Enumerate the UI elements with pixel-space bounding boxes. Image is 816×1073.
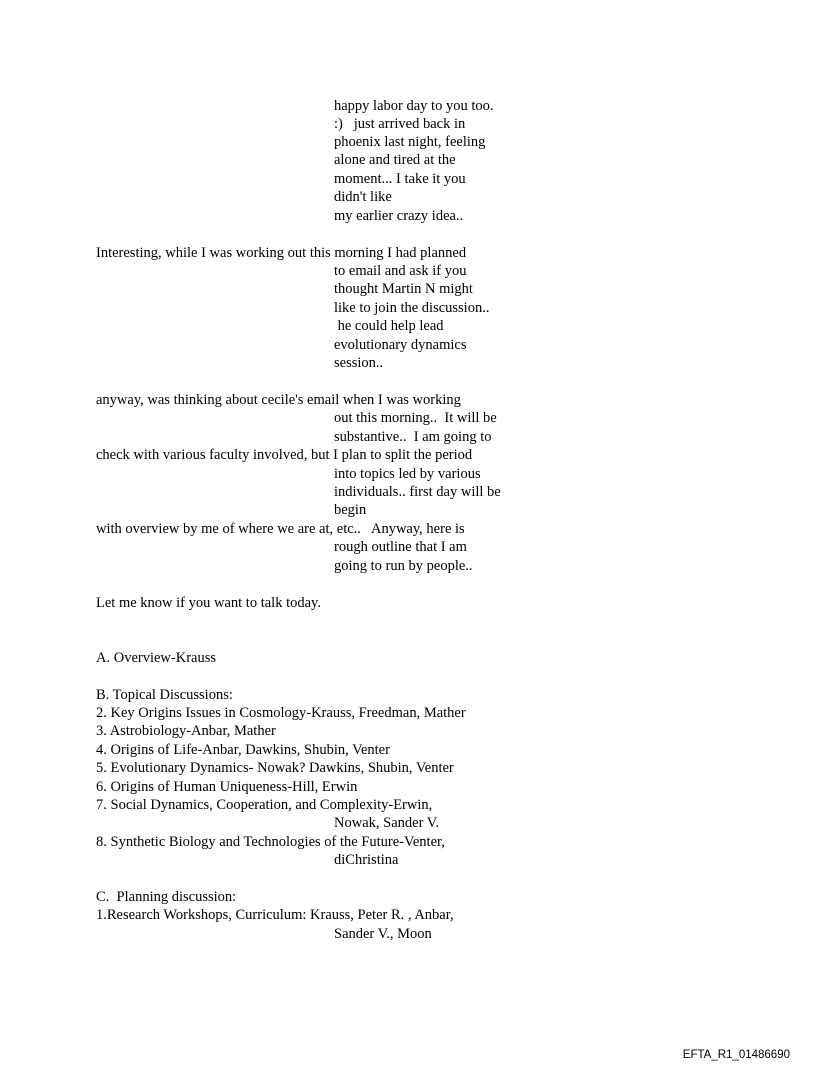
outline-section-b: B. Topical Discussions: [96,687,233,703]
p2-line-4: he could help lead [334,318,444,334]
outline-b-item: 6. Origins of Human Uniqueness-Hill, Erwin [96,779,358,795]
document-id: EFTA_R1_01486690 [682,1049,790,1061]
outline-b-item: 2. Key Origins Issues in Cosmology-Krauss, Freedman, Mather [96,705,466,721]
outline-b-item: 4. Origins of Life-Anbar, Dawkins, Shubin, Venter [96,742,390,758]
p1-line-1: happy labor day to you too. [334,98,494,114]
outline-b-item: 3. Astrobiology-Anbar, Mather [96,723,276,739]
outline-b-item8-cont: diChristina [334,852,399,868]
p2-line-6: session.. [334,355,384,371]
outline-b-item: 7. Social Dynamics, Cooperation, and Complexity-Erwin, [96,797,433,813]
p2-line-3: like to join the discussion.. [334,300,490,316]
p2-line-1: to email and ask if you [334,263,467,279]
outline-section-c: C. Planning discussion: [96,889,237,905]
p1-line-4: alone and tired at the [334,152,456,168]
p3-line-c1: rough outline that I am [334,539,467,555]
outline-b-item7-cont: Nowak, Sander V. [334,815,439,831]
closing-line: Let me know if you want to talk today. [96,595,321,611]
p3-line-a1: out this morning.. It will be [334,410,497,426]
p1-line-5: moment... I take it you [334,171,466,187]
p2-line-2: thought Martin N might [334,281,473,297]
outline-b-item: 5. Evolutionary Dynamics- Nowak? Dawkins, Shubin, Venter [96,760,454,776]
outline-c-item1-cont: Sander V., Moon [334,926,432,942]
p1-line-7: my earlier crazy idea.. [334,208,464,224]
p2-line-5: evolutionary dynamics [334,337,467,353]
p3-first-line: anyway, was thinking about cecile's email when I was working [96,392,461,408]
outline-b-item8: 8. Synthetic Biology and Technologies of the Future-Venter, [96,834,445,850]
p3-mid-line-2: with overview by me of where we are at, etc.. Anyway, here is [96,521,465,537]
p3-line-b3: begin [334,502,367,518]
p1-line-2: :) just arrived back in [334,116,466,132]
p1-line-3: phoenix last night, feeling [334,134,486,150]
p1-line-6: didn't like [334,189,392,205]
outline-c-item1: 1.Research Workshops, Curriculum: Krauss, Peter R. , Anbar, [96,907,454,923]
p3-line-a2: substantive.. I am going to [334,429,492,445]
p3-line-c2: going to run by people.. [334,558,473,574]
p3-line-b1: into topics led by various [334,466,481,482]
p2-first-line: Interesting, while I was working out this morning I had planned [96,245,467,261]
outline-section-a: A. Overview-Krauss [96,650,216,666]
p3-mid-line: check with various faculty involved, but I plan to split the period [96,447,473,463]
p3-line-b2: individuals.. first day will be [334,484,501,500]
